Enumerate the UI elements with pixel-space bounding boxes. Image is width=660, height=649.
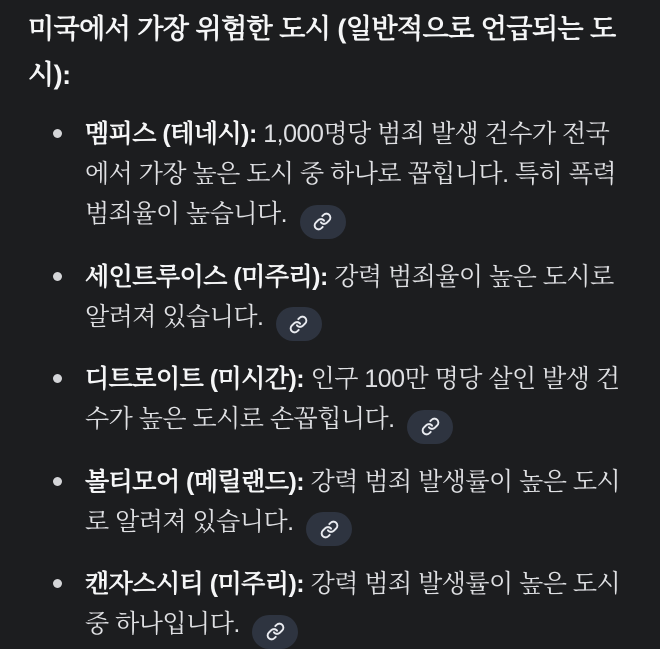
city-name: 볼티모어 (메릴랜드): [85,467,305,496]
source-link-chip[interactable] [407,410,453,444]
link-icon [289,315,308,334]
list-item [28,257,632,342]
city-name: 캔자스시티 (미주리): [85,570,305,598]
city-description: 인구 100만 명당 살인 발생 건수가 높은 도시로 손꼽힙니다. [85,365,620,433]
link-icon [320,520,339,539]
bullet-dot [53,129,62,138]
city-description: 1,000명당 범죄 발생 건수가 전국에서 가장 높은 도시 중 하나로 꼽힙니다. 특히 폭력 범죄율이 높습니다. [85,120,617,228]
city-description: 강력 범죄율이 높은 도시로 알려져 있습니다. [85,262,614,331]
city-name: 세인트루이스 (미주리): [85,262,328,291]
list-item [28,564,632,649]
bullet-dot [53,579,62,588]
city-name: 멤피스 (테네시): [85,120,257,148]
list-item [28,114,632,239]
city-name: 디트로이트 (미시간): [85,365,305,393]
link-icon [313,212,332,231]
page-title: 미국에서 가장 위험한 도시 (일반적으로 언급되는 도시): [28,14,616,90]
list-item [28,359,632,444]
city-description: 강력 범죄 발생률이 높은 도시로 알려져 있습니다. [85,467,621,536]
bullet-dot [53,272,62,281]
link-icon [421,417,440,436]
bullet-dot [53,477,62,486]
source-link-chip[interactable] [306,512,352,546]
city-list [28,114,632,649]
list-item [28,462,632,547]
bullet-dot [53,374,62,383]
source-link-chip[interactable] [276,307,322,341]
city-description: 강력 범죄 발생률이 높은 도시 중 하나입니다. [85,570,621,638]
source-link-chip[interactable] [300,205,346,239]
